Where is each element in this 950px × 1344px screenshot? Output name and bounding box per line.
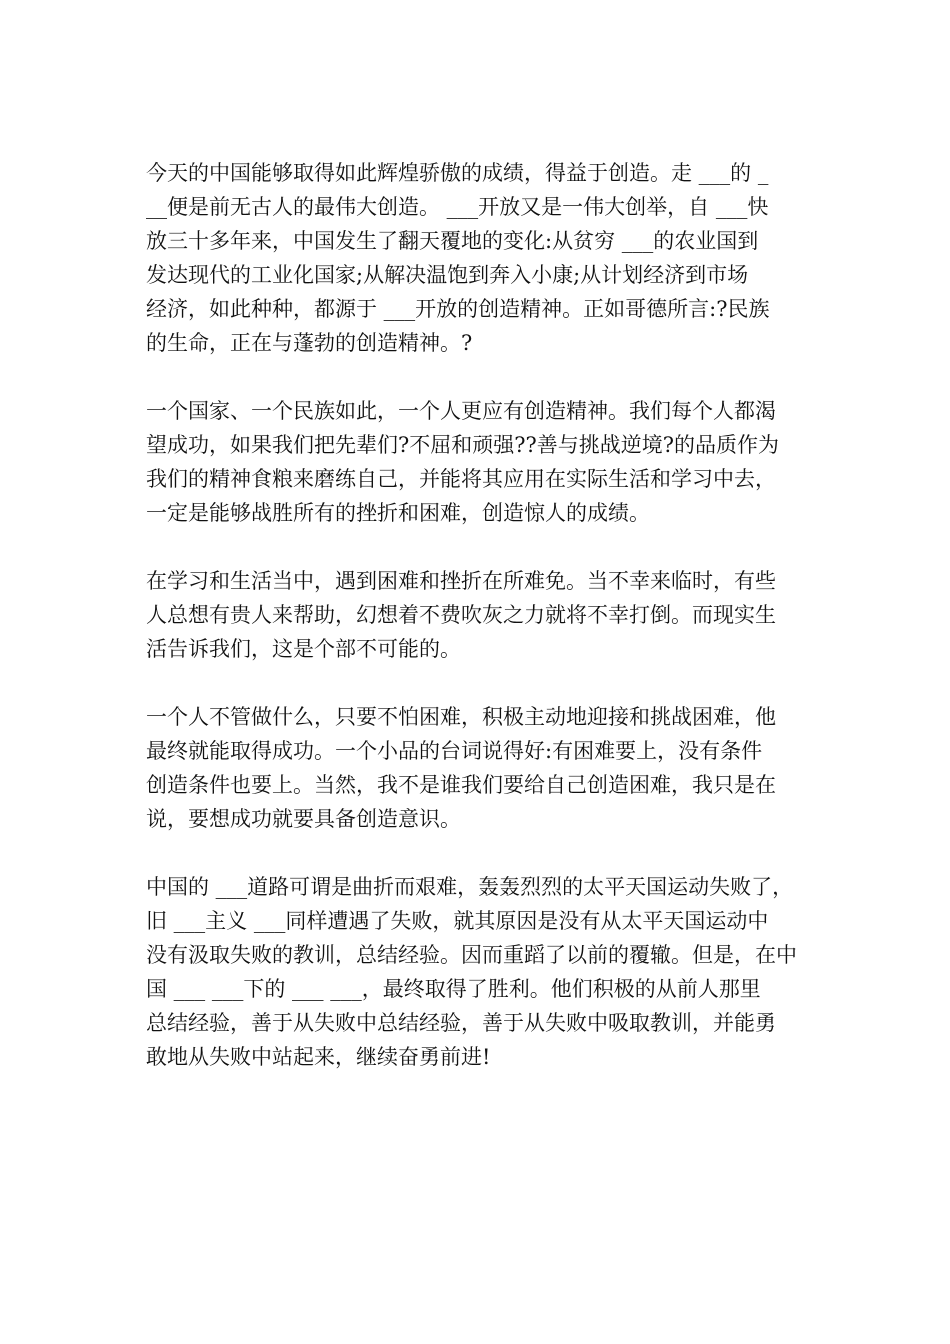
- text-line: 发达现代的工业化国家;从解决温饱到奔入小康;从计划经济到市场: [146, 263, 749, 287]
- text-line: 活告诉我们，这是个部不可能的。: [146, 637, 461, 661]
- text-line: 总结经验，善于从失败中总结经验，善于从失败中吸取教训，并能勇: [146, 1011, 776, 1035]
- text-line: 我们的精神食粮来磨练自己，并能将其应用在实际生活和学习中去，: [146, 467, 776, 491]
- paragraph-2: [146, 394, 816, 530]
- paragraph-4: [146, 700, 816, 836]
- paragraph-1: [146, 156, 816, 360]
- text-line: 中国的 ___道路可谓是曲折而艰难，轰轰烈烈的太平天国运动失败了，: [146, 875, 794, 899]
- text-line: 说，要想成功就要具备创造意识。: [146, 807, 461, 831]
- text-line: 经济，如此种种，都源于 ___开放的创造精神。正如哥德所言:?民族: [146, 297, 770, 321]
- text-line: 创造条件也要上。当然，我不是谁我们要给自己创造困难，我只是在: [146, 773, 776, 797]
- text-line: 旧 ___主义 ___同样遭遇了失败，就其原因是没有从太平天国运动中: [146, 909, 769, 933]
- text-line: 人总想有贵人来帮助，幻想着不费吹灰之力就将不幸打倒。而现实生: [146, 603, 776, 627]
- text-line: 一定是能够战胜所有的挫折和困难，创造惊人的成绩。: [146, 501, 650, 525]
- text-line: 放三十多年来，中国发生了翻天覆地的变化:从贫穷 ___的农业国到: [146, 229, 759, 253]
- text-line: 最终就能取得成功。一个小品的台词说得好:有困难要上，没有条件: [146, 739, 763, 763]
- text-line: 的生命，正在与蓬勃的创造精神。?: [146, 331, 473, 355]
- text-line: 在学习和生活当中，遇到困难和挫折在所难免。当不幸来临时，有些: [146, 569, 776, 593]
- text-line: __便是前无古人的最伟大创造。 ___开放又是一伟大创举，自 ___快: [146, 195, 769, 219]
- text-line: 没有汲取失败的教训，总结经验。因而重蹈了以前的覆辙。但是，在中: [146, 943, 797, 967]
- paragraph-5: [146, 870, 816, 1074]
- document-body: [146, 156, 816, 1108]
- text-line: 一个国家、一个民族如此，一个人更应有创造精神。我们每个人都渴: [146, 399, 776, 423]
- text-line: 望成功，如果我们把先辈们?不屈和顽强??善与挑战逆境?的品质作为: [146, 433, 780, 457]
- text-line: 敢地从失败中站起来，继续奋勇前进!: [146, 1045, 491, 1069]
- text-line: 一个人不管做什么，只要不怕困难，积极主动地迎接和挑战困难，他: [146, 705, 776, 729]
- paragraph-3: [146, 564, 816, 666]
- text-line: 今天的中国能够取得如此辉煌骄傲的成绩，得益于创造。走 ___的 _: [146, 161, 769, 185]
- text-line: 国 ___ ___下的 ___ ___，最终取得了胜利。他们积极的从前人那里: [146, 977, 761, 1001]
